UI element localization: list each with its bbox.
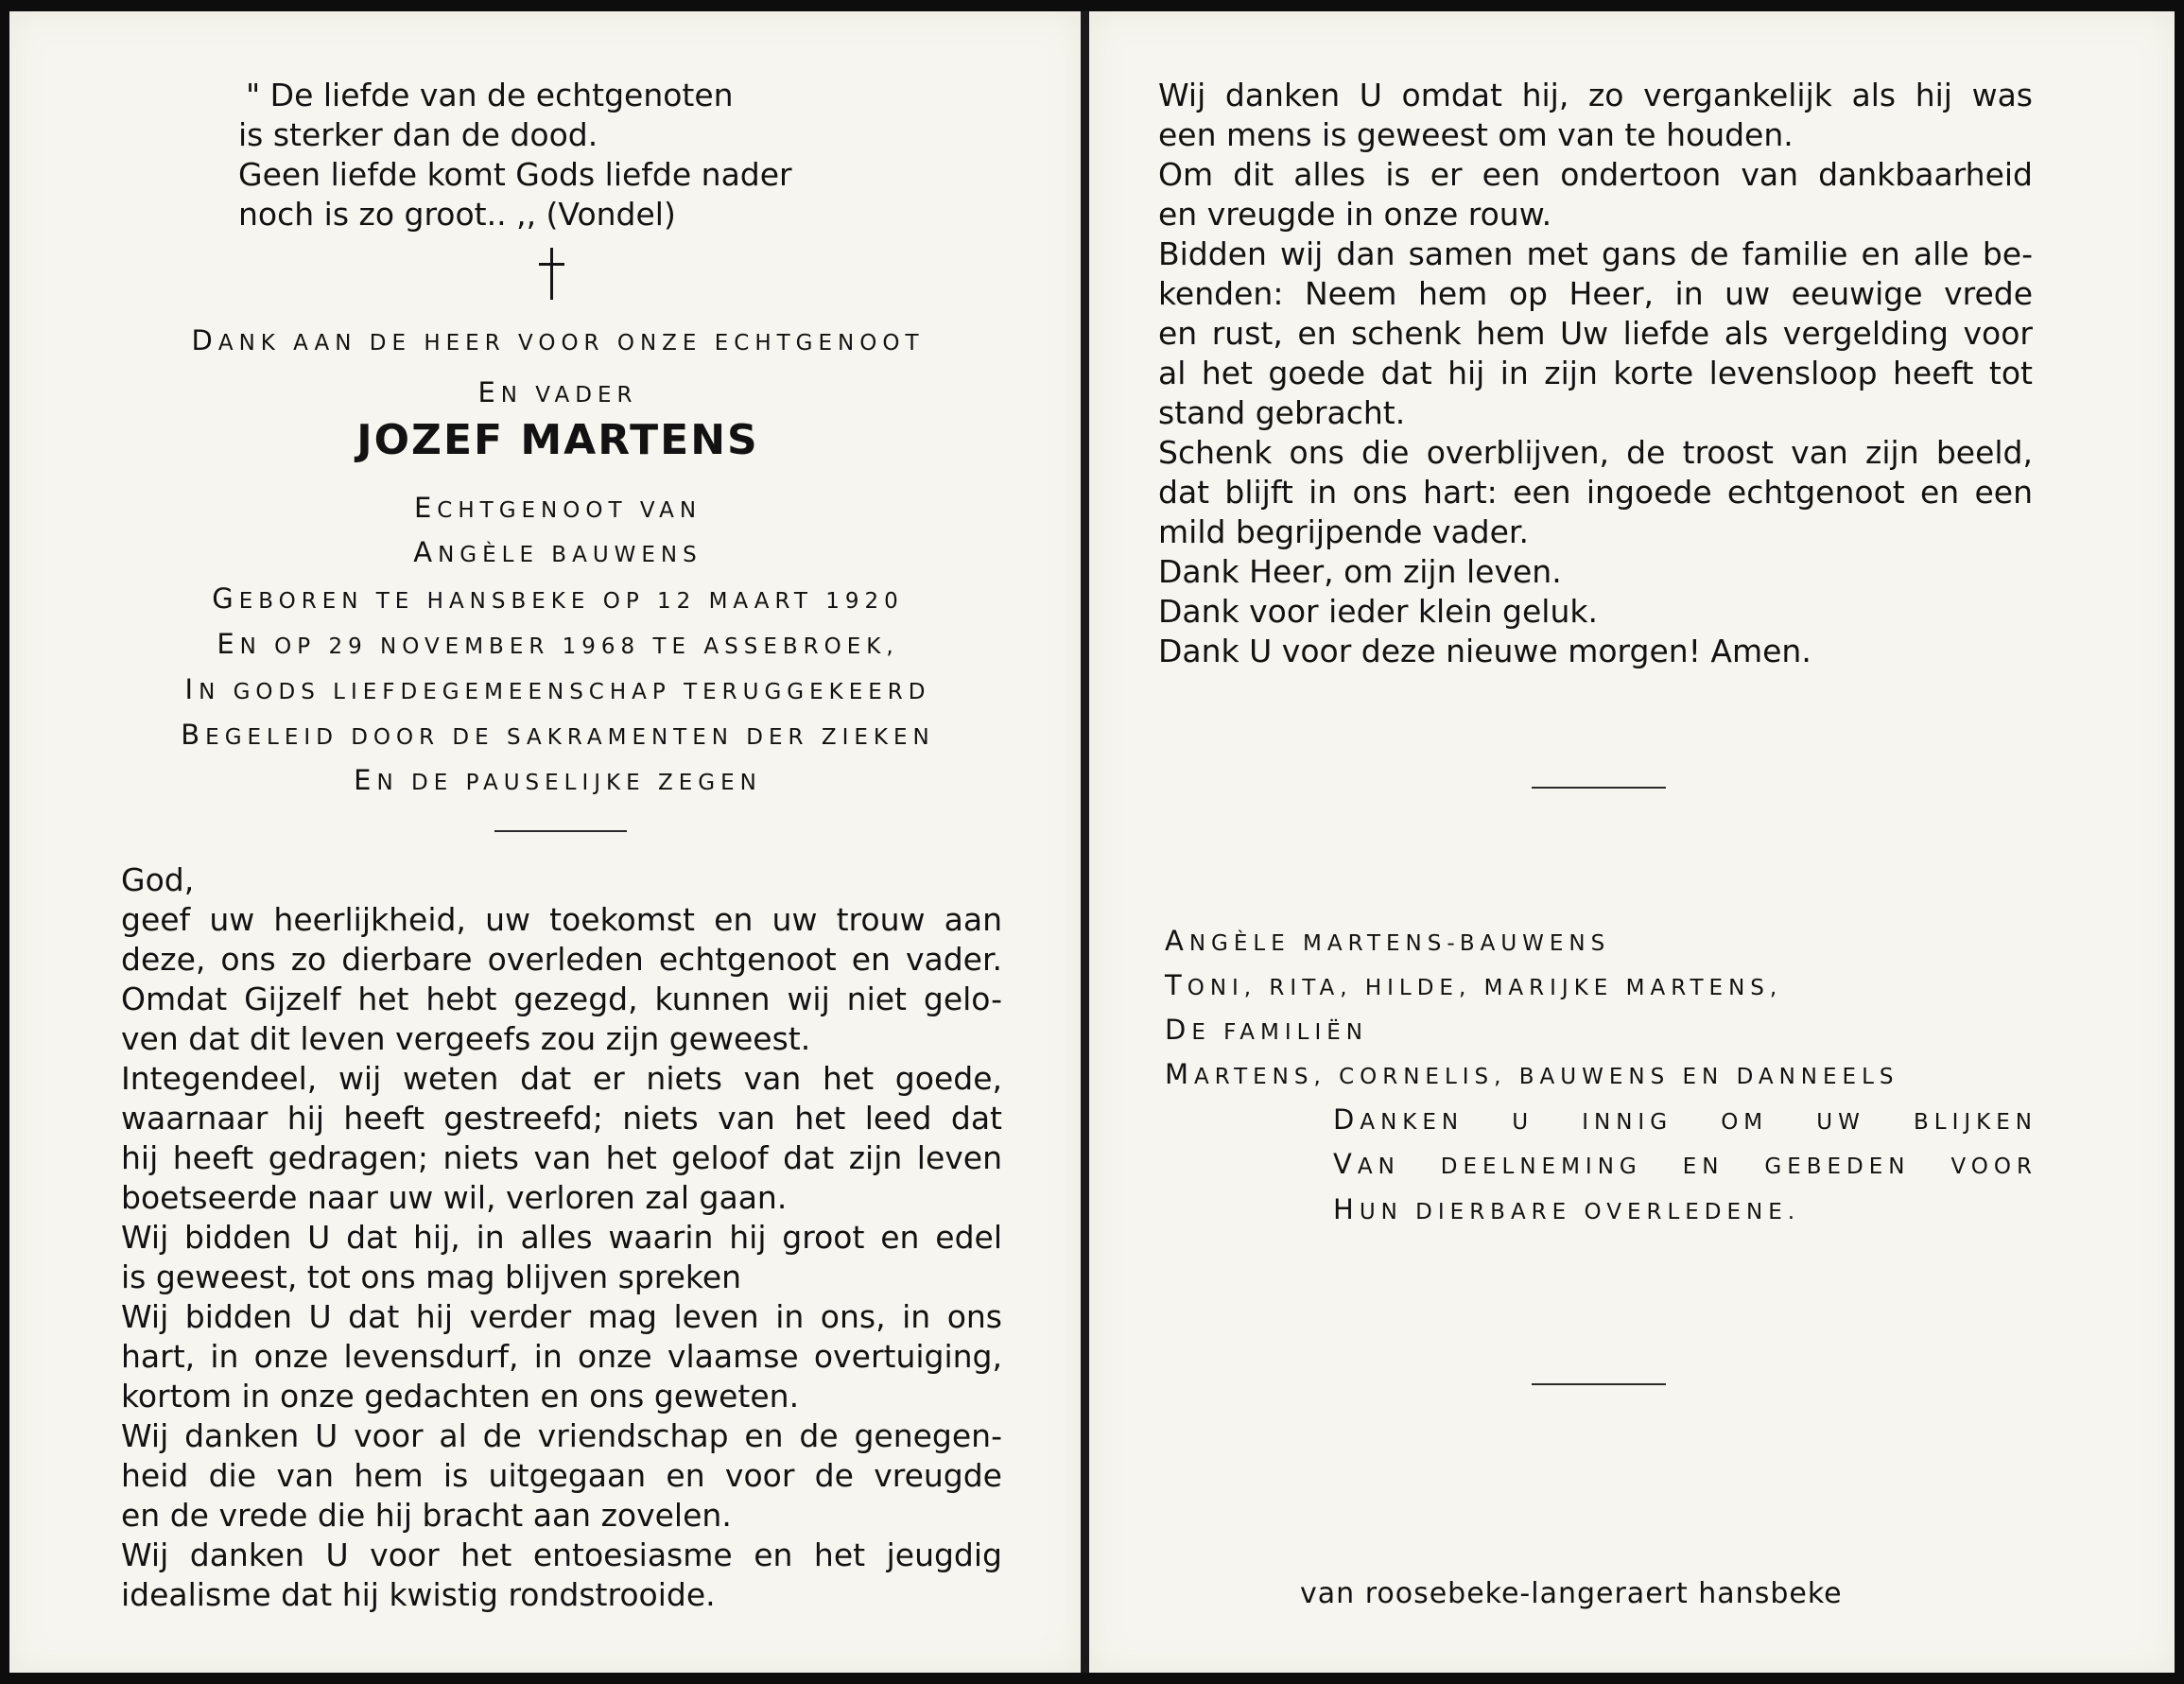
family-member: TONI, RITA, HILDE, MARIJKE MARTENS, (1165, 969, 1783, 1001)
printer-credit: van roosebeke-langeraert hansbeke (1300, 1577, 1843, 1610)
prayer-line: boetseerde naar uw wil, verloren zal gaan. (121, 1179, 788, 1216)
family-member: ANGÈLE MARTENS-BAUWENS (1165, 925, 1611, 957)
prayer-line: idealisme dat hij kwistig rondstrooide. (121, 1576, 716, 1613)
detail-line: IN GODS LIEFDEGEMEENSCHAP TERUGGEKEERD (184, 673, 931, 705)
prayer-line: Bidden wij dan samen met gans de familie en alle be- (1158, 235, 2033, 272)
deceased-name: JOZEF MARTENS (356, 416, 759, 464)
prayer-line: stand gebracht. (1158, 394, 1406, 431)
quote-line: is sterker dan de dood. (238, 116, 598, 153)
prayer-line: mild begrijpende vader. (1158, 513, 1529, 550)
family-member: DE FAMILIËN (1165, 1014, 1369, 1046)
family-thanks: DANKEN U INNIG OM UW BLIJKEN (1333, 1103, 2037, 1136)
quote-line: Geen liefde komt Gods liefde nader (238, 156, 792, 193)
family-member: MARTENS, CORNELIS, BAUWENS EN DANNEELS (1165, 1058, 1899, 1090)
death-details: EN OP 29 NOVEMBER 1968 TE ASSEBROEK, (217, 628, 899, 660)
divider (494, 830, 627, 832)
prayer-line: Omdat Gijzelf het hebt gezegd, kunnen wij niet gelo- (121, 981, 1002, 1017)
prayer-line: ven dat dit leven vergeefs zou zijn geweest. (121, 1020, 811, 1057)
prayer-line: en de vrede die hij bracht aan zovelen. (121, 1497, 732, 1534)
family-thanks: HUN DIERBARE OVERLEDENE. (1333, 1193, 1801, 1225)
prayer-line: Schenk ons die overblijven, de troost van zijn beeld, (1158, 434, 2033, 471)
prayer-line: Wij bidden U dat hij, in alles waarin hij groot en edel (121, 1219, 1002, 1256)
divider (1532, 1383, 1666, 1385)
prayer-line: Wij danken U voor al de vriendschap en de genegen- (121, 1417, 1002, 1454)
thanks-heading-cont: EN VADER (477, 376, 638, 408)
prayer-text (121, 860, 1002, 1615)
prayer-line: hij heeft gedragen; niets van het geloof dat zijn leven (121, 1139, 1002, 1176)
prayer-line: Om dit alles is er een ondertoon van dankbaarheid (1158, 156, 2033, 193)
card-fold (1081, 11, 1089, 1673)
prayer-continuation (1158, 76, 2033, 671)
cross-icon (537, 248, 565, 300)
divider (1532, 787, 1666, 789)
prayer-line: Wij bidden U dat hij verder mag leven in ons, in ons (121, 1298, 1002, 1335)
family-thanks: VAN DEELNEMING EN GEBEDEN VOOR (1333, 1148, 2037, 1180)
prayer-line: kenden: Neem hem op Heer, in uw eeuwige vrede (1158, 275, 2033, 312)
prayer-line: Integendeel, wij weten dat er niets van het goede, (121, 1060, 1002, 1097)
prayer-line: geef uw heerlijkheid, uw toekomst en uw trouw aan (121, 901, 1002, 938)
prayer-line: al het goede dat hij in zijn korte levensloop heeft tot (1158, 355, 2033, 391)
spouse-name: ANGÈLE BAUWENS (413, 536, 702, 568)
detail-line: EN DE PAUSELIJKE ZEGEN (354, 764, 762, 796)
prayer-line: heid die van hem is uitgegaan en voor de vreugde (121, 1457, 1002, 1494)
prayer-line: een mens is geweest om van te houden. (1158, 116, 1794, 153)
quote-line: noch is zo groot.. ,, (Vondel) (238, 196, 676, 233)
vondel-quote (238, 76, 792, 234)
spouse-line: ECHTGENOOT VAN (413, 492, 702, 524)
prayer-line: kortom in onze gedachten en ons geweten. (121, 1378, 800, 1415)
prayer-line: God, (121, 861, 195, 898)
prayer-line: deze, ons zo dierbare overleden echtgenoot en vader. (121, 941, 1002, 978)
prayer-line: Dank voor ieder klein geluk. (1158, 593, 1598, 630)
prayer-line: en rust, en schenk hem Uw liefde als vergelding voor (1158, 315, 2033, 352)
thanks-heading: DANK AAN DE HEER VOOR ONZE ECHTGENOOT (191, 324, 925, 356)
prayer-line: waarnaar hij heeft gestreefd; niets van het leed dat (121, 1100, 1002, 1137)
prayer-line: dat blijft in ons hart: een ingoede echtgenoot en een (1158, 474, 2033, 511)
prayer-line: hart, in onze levensdurf, in onze vlaamse overtuiging, (121, 1338, 1002, 1375)
prayer-line: Wij danken U omdat hij, zo vergankelijk als hij was (1158, 77, 2033, 113)
prayer-line: is geweest, tot ons mag blijven spreken (121, 1259, 742, 1295)
quote-line: " De liefde van de echtgenoten (246, 77, 734, 113)
birth-details: GEBOREN TE HANSBEKE OP 12 MAART 1920 (212, 582, 904, 615)
prayer-line: en vreugde in onze rouw. (1158, 196, 1552, 233)
prayer-line: Wij danken U voor het entoesiasme en het jeugdig (121, 1536, 1002, 1573)
detail-line: BEGELEID DOOR DE SAKRAMENTEN DER ZIEKEN (181, 719, 935, 751)
prayer-line: Dank U voor deze nieuwe morgen! Amen. (1158, 633, 1811, 669)
prayer-line: Dank Heer, om zijn leven. (1158, 553, 1562, 590)
